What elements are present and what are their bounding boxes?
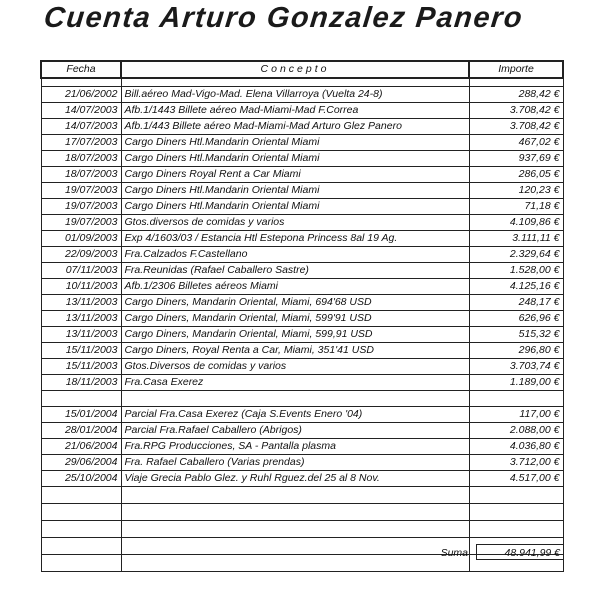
row-concept: Afb.1/1443 Billete aéreo Mad-Miami-Mad F.Correa xyxy=(121,103,469,119)
row-date: 19/07/2003 xyxy=(41,215,121,231)
header-importe: Importe xyxy=(469,61,563,78)
blank-cell xyxy=(41,521,121,538)
row-amount: 120,23 € xyxy=(469,183,563,199)
row-amount: 3.712,00 € xyxy=(469,455,563,471)
row-concept: Cargo Diners Htl.Mandarin Oriental Miami xyxy=(121,199,469,215)
row-concept: Fra. Rafael Caballero (Varias prendas) xyxy=(121,455,469,471)
row-concept: Bill.aéreo Mad-Vigo-Mad. Elena Villarroya (Vuelta 24-8) xyxy=(121,87,469,103)
row-amount: 3.708,42 € xyxy=(469,119,563,135)
row-concept: Fra.Reunidas (Rafael Caballero Sastre) xyxy=(121,263,469,279)
row-date: 15/11/2003 xyxy=(41,359,121,375)
row-concept: Exp 4/1603/03 / Estancia Htl Estepona Princess 8al 19 Ag. xyxy=(121,231,469,247)
ledger-grid xyxy=(40,60,564,572)
row-date: 22/09/2003 xyxy=(41,247,121,263)
row-date: 18/07/2003 xyxy=(41,151,121,167)
row-date: 29/06/2004 xyxy=(41,455,121,471)
table-row xyxy=(41,231,563,247)
row-amount: 71,18 € xyxy=(469,199,563,215)
table-row xyxy=(41,279,563,295)
table-row xyxy=(41,423,563,439)
table-row xyxy=(41,199,563,215)
row-concept: Cargo Diners Royal Rent a Car Miami xyxy=(121,167,469,183)
row-amount: 4.125,16 € xyxy=(469,279,563,295)
table-row xyxy=(41,87,563,103)
blank-cell xyxy=(469,504,563,521)
table-row xyxy=(41,455,563,471)
row-date: 19/07/2003 xyxy=(41,183,121,199)
row-date: 18/07/2003 xyxy=(41,167,121,183)
row-amount: 467,02 € xyxy=(469,135,563,151)
row-amount: 4.036,80 € xyxy=(469,439,563,455)
table-row xyxy=(41,407,563,423)
row-date: 25/10/2004 xyxy=(41,471,121,487)
row-amount: 3.111,11 € xyxy=(469,231,563,247)
row-concept: Cargo Diners Htl.Mandarin Oriental Miami xyxy=(121,183,469,199)
row-concept: Gtos.diversos de comidas y varios xyxy=(121,215,469,231)
row-concept: Cargo Diners, Mandarin Oriental, Miami, 599,91 USD xyxy=(121,327,469,343)
blank-cell xyxy=(121,487,469,504)
sum-total: 48.941,99 € xyxy=(476,544,564,560)
sum-row xyxy=(40,544,564,562)
row-amount xyxy=(469,391,563,407)
row-amount: 4.517,00 € xyxy=(469,471,563,487)
header-concepto: Concepto xyxy=(121,61,469,78)
blank-cell xyxy=(121,504,469,521)
row-amount: 1.528,00 € xyxy=(469,263,563,279)
row-amount: 2.329,64 € xyxy=(469,247,563,263)
blank-cell xyxy=(121,521,469,538)
blank-row xyxy=(41,487,563,504)
row-date: 10/11/2003 xyxy=(41,279,121,295)
row-concept: Afb.1/443 Billete aéreo Mad-Miami-Mad Arturo Glez Panero xyxy=(121,119,469,135)
row-date: 19/07/2003 xyxy=(41,199,121,215)
row-concept: Cargo Diners, Mandarin Oriental, Miami, 694'68 USD xyxy=(121,295,469,311)
row-concept: Parcial Fra.Rafael Caballero (Abrigos) xyxy=(121,423,469,439)
row-amount: 117,00 € xyxy=(469,407,563,423)
row-date: 21/06/2004 xyxy=(41,439,121,455)
row-amount: 626,96 € xyxy=(469,311,563,327)
row-concept: Fra.Calzados F.Castellano xyxy=(121,247,469,263)
row-concept: Fra.RPG Producciones, SA - Pantalla plasma xyxy=(121,439,469,455)
sum-label: Suma xyxy=(440,547,468,559)
table-row xyxy=(41,247,563,263)
row-concept: Afb.1/2306 Billetes aéreos Miami xyxy=(121,279,469,295)
row-amount: 3.703,74 € xyxy=(469,359,563,375)
row-date: 18/11/2003 xyxy=(41,375,121,391)
row-date: 15/11/2003 xyxy=(41,343,121,359)
document-title: Cuenta Arturo Gonzalez Panero xyxy=(42,2,525,34)
table-row xyxy=(41,471,563,487)
row-date: 15/01/2004 xyxy=(41,407,121,423)
table-row xyxy=(41,327,563,343)
table-row xyxy=(41,439,563,455)
row-date: 14/07/2003 xyxy=(41,119,121,135)
row-date: 14/07/2003 xyxy=(41,103,121,119)
blank-row xyxy=(41,521,563,538)
row-concept: Parcial Fra.Casa Exerez (Caja S.Events Enero '04) xyxy=(121,407,469,423)
row-amount: 2.088,00 € xyxy=(469,423,563,439)
blank-cell xyxy=(41,504,121,521)
row-amount: 515,32 € xyxy=(469,327,563,343)
row-concept: Gtos.Diversos de comidas y varios xyxy=(121,359,469,375)
row-concept: Fra.Casa Exerez xyxy=(121,375,469,391)
blank-cell xyxy=(469,487,563,504)
table-row xyxy=(41,183,563,199)
table-row xyxy=(41,215,563,231)
table-row xyxy=(41,311,563,327)
row-concept: Viaje Grecia Pablo Glez. y Ruhl Rguez.del 25 al 8 Nov. xyxy=(121,471,469,487)
ledger-table xyxy=(40,60,564,572)
row-amount: 286,05 € xyxy=(469,167,563,183)
row-concept xyxy=(121,391,469,407)
row-amount: 937,69 € xyxy=(469,151,563,167)
table-row xyxy=(41,135,563,151)
row-date: 13/11/2003 xyxy=(41,327,121,343)
row-amount: 288,42 € xyxy=(469,87,563,103)
table-row xyxy=(41,119,563,135)
table-row xyxy=(41,359,563,375)
table-row xyxy=(41,343,563,359)
row-concept: Cargo Diners, Mandarin Oriental, Miami, 599'91 USD xyxy=(121,311,469,327)
row-date: 07/11/2003 xyxy=(41,263,121,279)
table-row xyxy=(41,151,563,167)
row-date: 13/11/2003 xyxy=(41,311,121,327)
row-concept: Cargo Diners Htl.Mandarin Oriental Miami xyxy=(121,151,469,167)
row-amount: 296,80 € xyxy=(469,343,563,359)
row-date: 13/11/2003 xyxy=(41,295,121,311)
row-date xyxy=(41,391,121,407)
table-row xyxy=(41,103,563,119)
header-fecha: Fecha xyxy=(41,61,121,78)
table-row xyxy=(41,295,563,311)
table-row xyxy=(41,263,563,279)
row-date: 01/09/2003 xyxy=(41,231,121,247)
header-row xyxy=(41,61,563,78)
table-row xyxy=(41,391,563,407)
table-row xyxy=(41,375,563,391)
row-amount: 3.708,42 € xyxy=(469,103,563,119)
table-row xyxy=(41,167,563,183)
row-concept: Cargo Diners Htl.Mandarin Oriental Miami xyxy=(121,135,469,151)
row-amount: 1.189,00 € xyxy=(469,375,563,391)
row-date: 28/01/2004 xyxy=(41,423,121,439)
row-amount: 248,17 € xyxy=(469,295,563,311)
blank-cell xyxy=(41,487,121,504)
row-amount: 4.109,86 € xyxy=(469,215,563,231)
row-concept: Cargo Diners, Royal Renta a Car, Miami, 351'41 USD xyxy=(121,343,469,359)
spacer-row xyxy=(41,78,563,87)
row-date: 17/07/2003 xyxy=(41,135,121,151)
row-date: 21/06/2002 xyxy=(41,87,121,103)
blank-row xyxy=(41,504,563,521)
blank-cell xyxy=(469,521,563,538)
